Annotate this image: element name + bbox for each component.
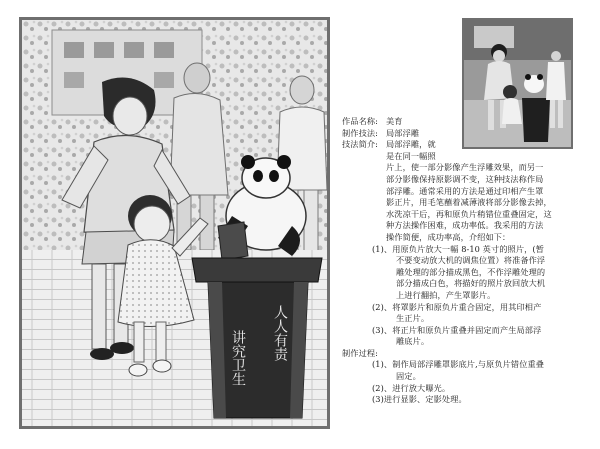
step-line: 生正片。 [396,313,430,324]
relief-photo [22,20,327,426]
intro-label: 技法简介: [342,139,379,150]
intro-line: 是在同一幅照 [386,150,436,161]
intro-line: 部浮雕。通常采用的方法是通过印相产生罩 [386,185,544,196]
step-number: (2)、 [372,301,393,312]
title-row [342,116,594,128]
technique-label: 制作技法: [342,127,379,138]
intro-step-2 [342,302,594,314]
technique-value: 局部浮雕 [386,127,420,138]
step-line: 用原负片放大一幅 8-10 英寸的照片，(暂 [392,243,544,254]
step-number: (3)、 [372,324,393,335]
intro-step-1 [342,244,594,256]
step-number: (3) [372,394,384,405]
title-value: 美育 [386,116,403,126]
intro-line: 操作简便，成功率高，介绍如下： [386,231,511,242]
intro-row [342,139,594,151]
step-number: (1)、 [372,243,393,254]
process-step-2 [342,383,594,395]
process-step-3 [342,394,594,406]
technique-row [342,128,594,140]
step-line: 雕底片。 [396,336,430,347]
step-number: (1)、 [372,359,393,370]
step-line: 不要变动放大机的调焦位置）将准备作浮 [396,255,546,266]
step-line: 进行显影、定影处理。 [383,394,467,405]
process-step-1 [342,359,594,371]
step-line: 雕处理的部分描成黑色，不作浮雕处理的 [396,266,546,277]
bin-sign-left: 讲究卫生 [230,330,246,386]
step-line: 进行放大曝光。 [392,382,451,393]
intro-line: 影正片，用毛笔蘸着减薄液将部分影像去掉， [386,197,552,208]
title-label: 作品名称: [342,116,379,126]
intro-line: 片上，使一部分影像产生浮雕效果，而另一 [386,162,544,173]
bin-sign-right: 人人有责 [272,305,288,361]
intro-line: 局部浮雕，就 [386,139,436,150]
intro-line: 部分影像保持原影调不变，这种技法称作局 [386,173,544,184]
step-line: 固定。 [396,371,421,382]
technique-description [342,116,594,406]
intro-line: 种方法操作困难，成功率低。我采用的方法 [386,220,544,231]
main-photo-frame [19,17,330,429]
step-line: 上进行翻拍，产生罩影片。 [396,289,496,300]
process-heading: 制作过程: [342,347,379,358]
intro-step-3 [342,325,594,337]
step-line: 将正片和原负片重叠并固定而产生局部浮 [392,324,542,335]
step-line: 将罩影片和原负片重合固定，用其印相产 [392,301,542,312]
intro-line: 水洗凉干后，再和原负片稍错位重叠固定，这 [386,208,552,219]
step-line: 部分描成白色，将描好的照片放回放大机 [396,278,546,289]
step-number: (2)、 [372,382,393,393]
step-line: 制作局部浮雕罩影底片,与原负片错位重叠 [392,359,545,370]
